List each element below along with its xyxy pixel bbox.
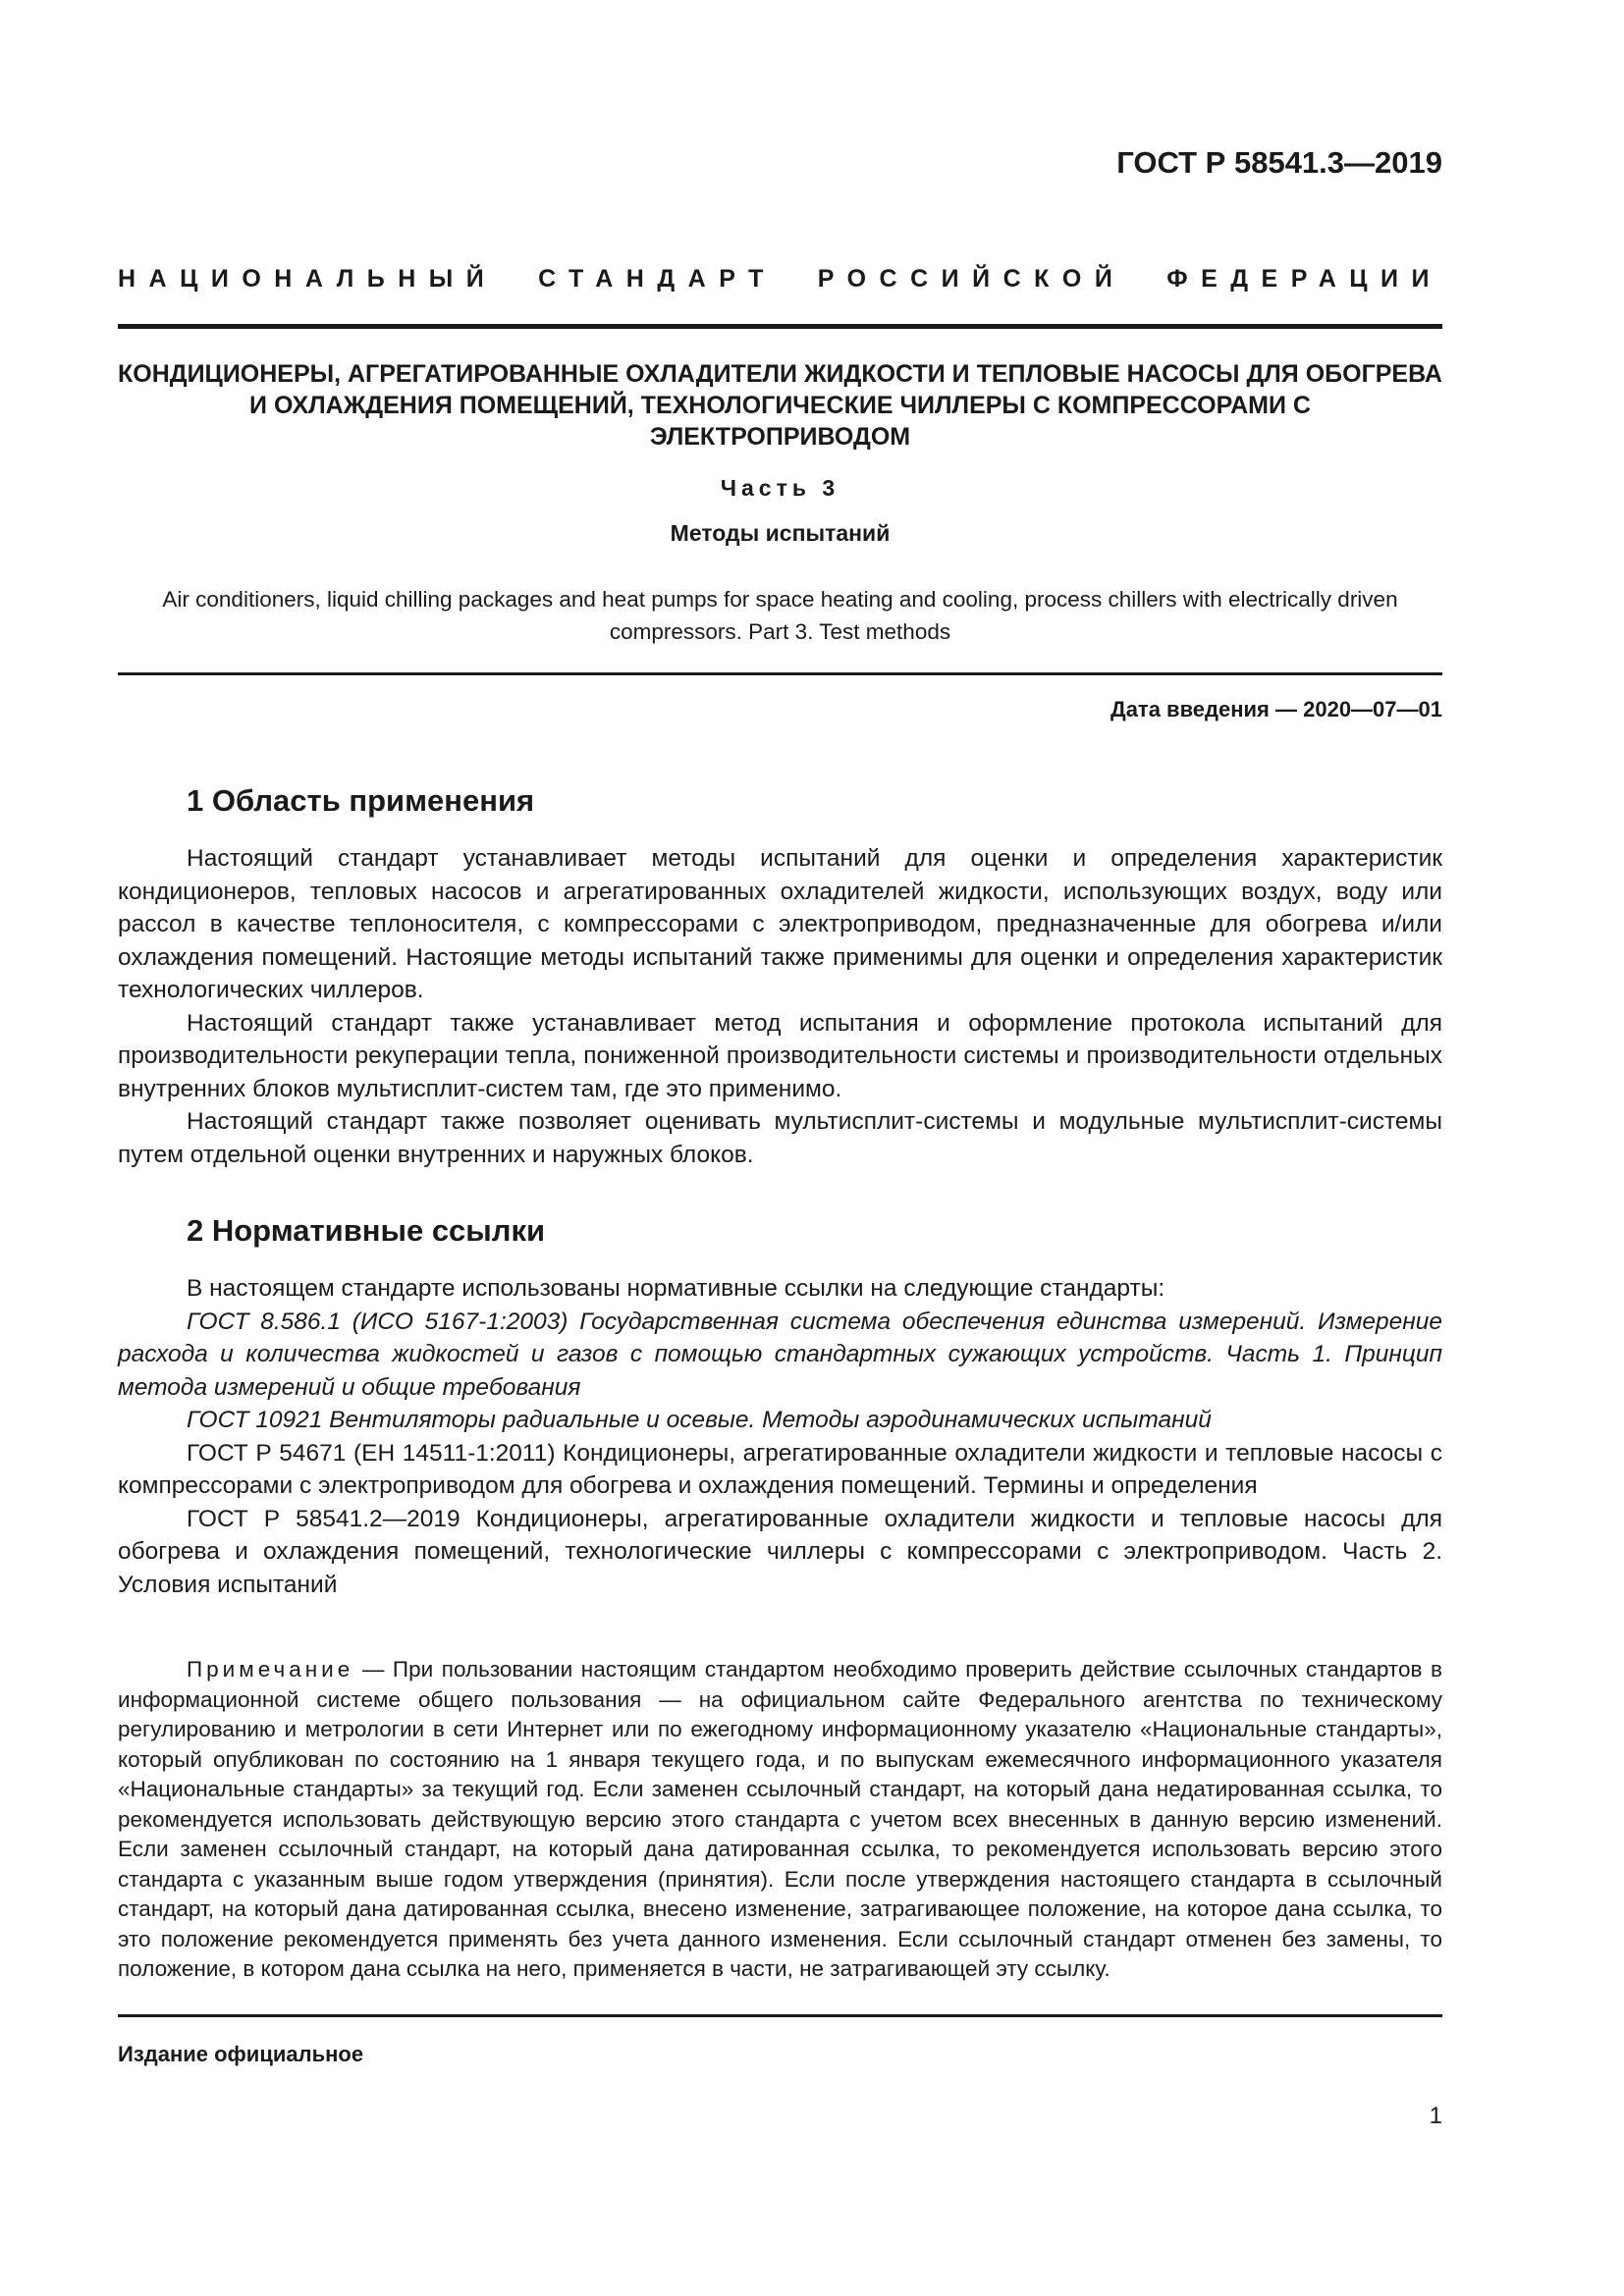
document-subtitle: Методы испытаний — [670, 520, 891, 546]
banner-word: СТАНДАРТ — [538, 265, 777, 293]
note — [118, 1655, 1442, 1985]
section-scope-body — [118, 842, 1442, 1171]
document-title: КОНДИЦИОНЕРЫ, АГРЕГАТИРОВАННЫЕ ОХЛАДИТЕЛИ ЖИДКОСТИ И ТЕПЛОВЫЕ НАСОСЫ ДЛЯ ОБОГРЕВА И ОХЛАЖДЕНИЯ ПОМЕЩЕНИЙ, ТЕХНОЛОГИЧЕСКИЕ ЧИЛЛЕРЫ С КОМПРЕССОРАМИ С ЭЛЕКТРОПРИВОДОМ — [118, 360, 1442, 451]
banner-word: НАЦИОНАЛЬНЫЙ — [118, 265, 498, 293]
official-edition-label: Издание официальное — [118, 2042, 364, 2066]
reference-item: ГОСТ Р 54671 (ЕН 14511-1:2011) Кондиционеры, агрегатированные охладители жидкости и тепловые насосы с компрессорами с электроприводом для обогрева и охлаждения помещений. Термины и определения — [118, 1439, 1442, 1499]
banner-word: РОССИЙСКОЙ — [817, 265, 1126, 293]
national-standard-banner — [118, 265, 1442, 294]
paragraph: Настоящий стандарт также позволяет оценивать мультисплит-системы и модульные мультисплит-системы путем отдельной оценки внутренних и наружных блоков. — [118, 1108, 1442, 1168]
english-title: Air conditioners, liquid chilling packages and heat pumps for space heating and cooling, process chillers with electrically driven compressors. Part 3. Test methods — [162, 587, 1398, 644]
document-code: ГОСТ Р 58541.3—2019 — [1116, 145, 1442, 180]
paragraph: Настоящий стандарт также устанавливает метод испытания и оформление протокола испытаний для производительности рекуперации тепла, пониженной производительности системы и производительности отдельных внутренних блоков мультисплит-систем там, где это применимо. — [118, 1009, 1442, 1102]
introduction-date: Дата введения — 2020—07—01 — [1110, 697, 1442, 721]
reference-item: ГОСТ Р 58541.2—2019 Кондиционеры, агрегатированные охладители жидкости и тепловые насосы для обогрева и охлаждения помещений, технологические чиллеры с компрессорами с электроприводом. Часть 2. Условия испытаний — [118, 1505, 1442, 1598]
paragraph: В настоящем стандарте использованы нормативные ссылки на следующие стандарты: — [187, 1275, 1165, 1302]
banner-word: ФЕДЕРАЦИИ — [1166, 265, 1442, 293]
reference-item: ГОСТ 10921 Вентиляторы радиальные и осевые. Методы аэродинамических испытаний — [187, 1407, 1212, 1433]
note-label: Примечание — [187, 1657, 354, 1682]
section-heading-references: 2 Нормативные ссылки — [187, 1213, 546, 1248]
paragraph: Настоящий стандарт устанавливает методы испытаний для оценки и определения характеристик кондиционеров, тепловых насосов и агрегатированных охладителей жидкости, использующих воздух, воду или рассол в качестве теплоносителя, с компрессорами с электроприводом, предназначенные для обогрева и/или охлаждения помещений. Настоящие методы испытаний также применимы для оценки и определения характеристик технологических чиллеров. — [118, 845, 1442, 1003]
note-text: — При пользовании настоящим стандартом необходимо проверить действие ссылочных стандартов в информационной системе общего пользования — на официальном сайте Федерального агентства по техническому регулированию и метрологии в сети Интернет или по ежегодному информационному указателю «Национальные стандарты», который опубликован по состоянию на 1 января текущего года, и по выпускам ежемесячного информационного указателя «Национальные стандарты» за текущий год. Если заменен ссылочный стандарт, на который дана недатированная ссылка, то рекомендуется использовать действующую версию этого стандарта с учетом всех внесенных в данную версию изменений. Если заменен ссылочный стандарт, на который дана датированная ссылка, то рекомендуется использовать версию этого стандарта с указанным выше годом утверждения (принятия). Если после утверждения настоящего стандарта в ссылочный стандарт, на который дана датированная ссылка, внесено изменение, затрагивающее положение, на которое дана ссылка, то это положение рекомендуется применять без учета данного изменения. Если ссылочный стандарт отменен без замены, то положение, в котором дана ссылка на него, применяется в части, не затрагивающей эту ссылку. — [118, 1657, 1442, 1981]
header-divider — [118, 324, 1442, 329]
section-heading-scope: 1 Область применения — [187, 783, 535, 818]
footer-divider — [118, 2014, 1442, 2017]
title-divider — [118, 672, 1442, 675]
reference-item: ГОСТ 8.586.1 (ИСО 5167-1:2003) Государственная система обеспечения единства измерений. Измерение расхода и количества жидкостей и газов с помощью стандартных сужающих устройств. Часть 1. Принцип метода измерений и общие требования — [118, 1308, 1442, 1401]
section-references-body — [118, 1272, 1442, 1601]
page-number: 1 — [1429, 2103, 1442, 2129]
part-label: Часть 3 — [720, 475, 840, 501]
